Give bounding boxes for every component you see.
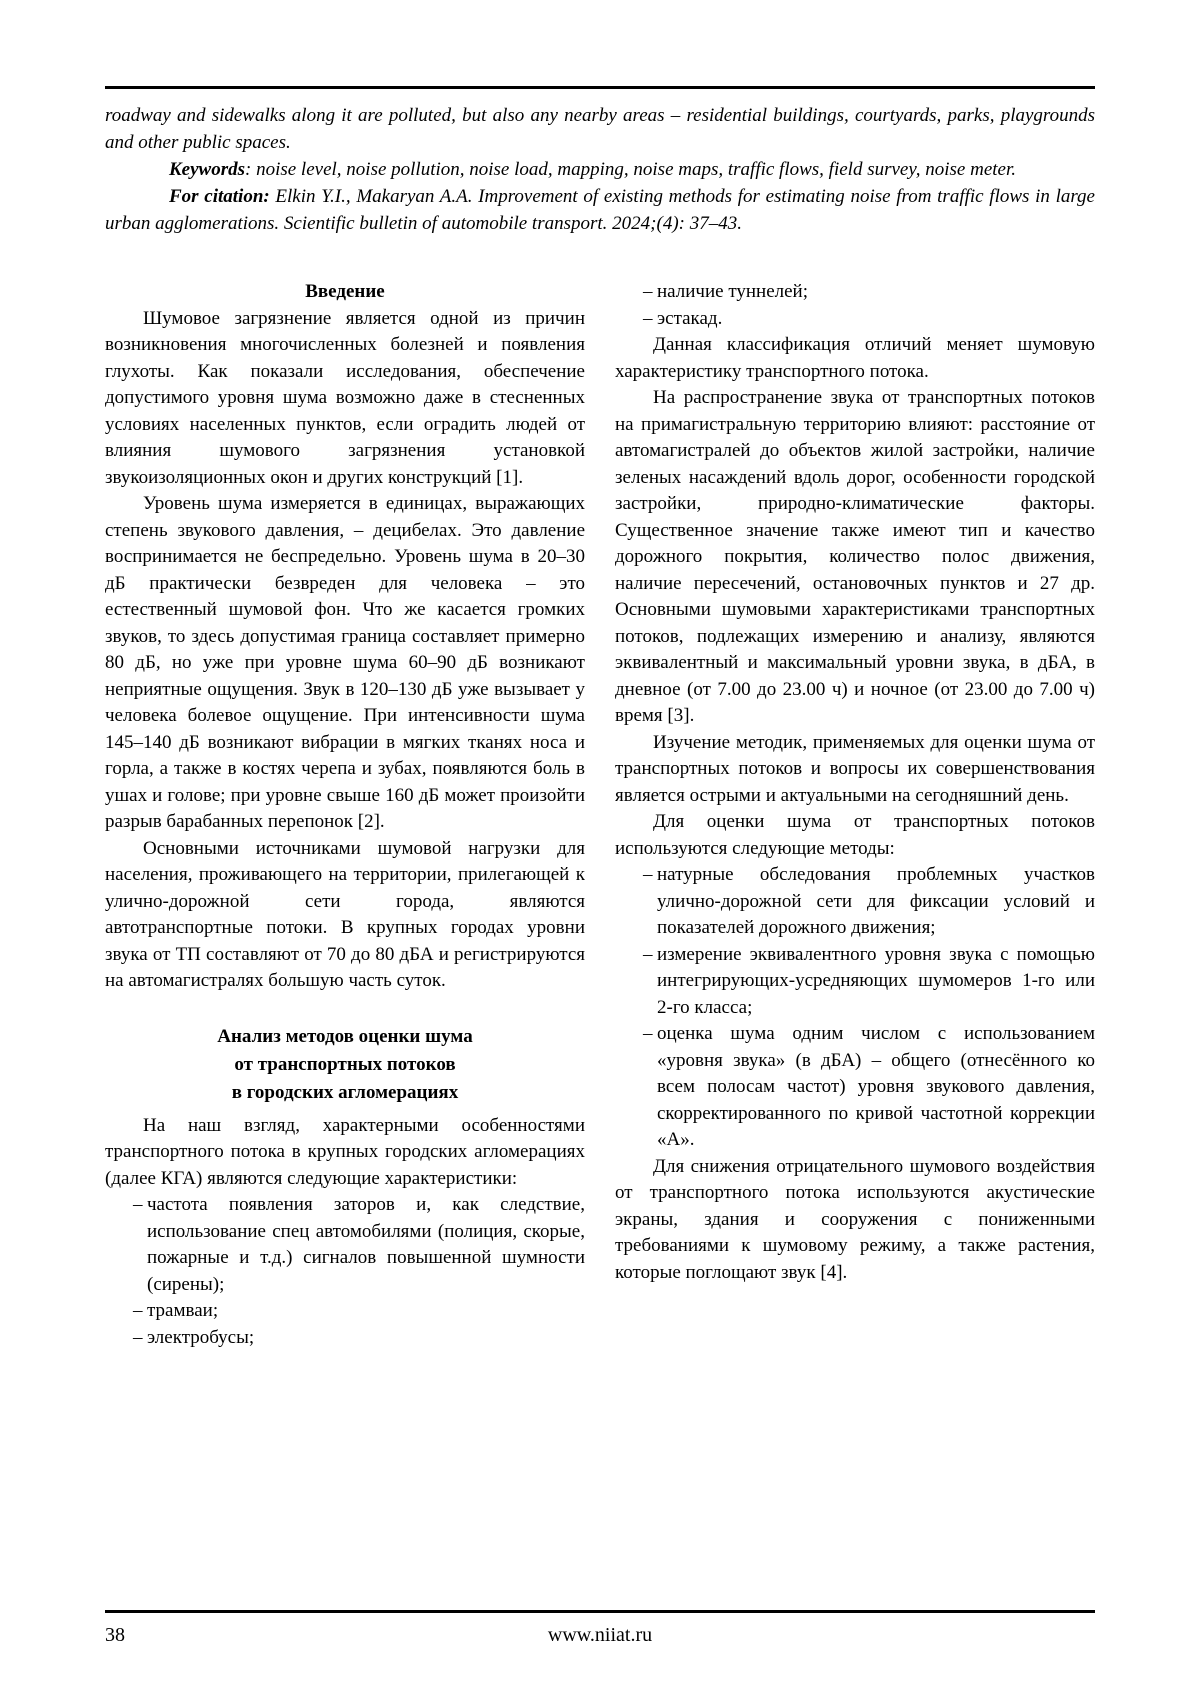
list-marker: – xyxy=(133,1300,143,1321)
list-item xyxy=(105,1298,585,1325)
paragraph: Для оценки шума от транспортных потоков используются следующие методы: xyxy=(615,811,1095,859)
paragraph: Основными источниками шумовой нагрузки для населения, проживающего на территории, прилегающей к улично-дорожной сети города, являются автотранспортные потоки. В крупных городах уровни звука от ТП составляют от 70 до 80 дБА и регистрируются на автомагистралях большую часть суток. xyxy=(105,837,585,991)
list-marker: – xyxy=(643,307,653,329)
list-item xyxy=(105,1325,585,1352)
two-column-body xyxy=(105,279,1095,1351)
section-heading-analysis: Анализ методов оценки шума от транспортных потоков в городских агломерациях xyxy=(217,1025,473,1103)
list-item-text: оценка шума одним числом с использованием «уровня звука» (в дБА) – общего (отнесённого ко всем полосам частот) уровня звукового давления, скорректированного по кривой частотной коррекции «А». xyxy=(657,1023,1095,1150)
list-item xyxy=(615,942,1095,1022)
page-number: 38 xyxy=(105,1624,125,1646)
list-item-text: эстакад. xyxy=(657,307,723,329)
abstract-continuation: roadway and sidewalks along it are polluted, but also any nearby areas – residential buildings, courtyards, parks, playgrounds and other public spaces. xyxy=(105,105,1095,153)
paragraph: На наш взгляд, характерными особенностями транспортного потока в крупных городских агломерациях (далее КГА) являются следующие характеристики: xyxy=(105,1114,585,1189)
left-column xyxy=(105,279,585,1351)
paragraph: На распространение звука от транспортных потоков на примагистральную территорию влияют: расстояние от автомагистралей до объектов жилой застройки, наличие зеленых насаждений вдоль дорог, особенности городской застройки, природно-климатические факторы. Существенное значение также имеют тип и качество дорожного покрытия, количество полос движения, наличие пересечений, остановочных пунктов и 27 др. Основными шумовыми характеристиками транспортных потоков, подлежащих измерению и анализу, являются эквивалентный и максимальный уровни звука, в дБА, в дневное (от 7.00 до 23.00 ч) и ночное (от 23.00 до 7.00 ч) время [3]. xyxy=(615,387,1095,726)
paragraph: Изучение методик, применяемых для оценки шума от транспортных потоков и вопросы их совершенствования является острыми и актуальными на сегодняшний день. xyxy=(615,731,1095,806)
footer-row xyxy=(105,1622,1095,1648)
citation-paragraph xyxy=(105,183,1095,237)
list-item-text: измерение эквивалентного уровня звука с помощью интегрирующих-усредняющих шумомеров 1-го или 2-го класса; xyxy=(657,943,1095,1018)
english-abstract xyxy=(105,102,1095,237)
citation-label: For citation: xyxy=(169,186,270,207)
keywords-paragraph xyxy=(105,156,1095,183)
list-marker: – xyxy=(643,943,653,965)
site-url: www.niiat.ru xyxy=(547,1624,653,1646)
citation-text: Elkin Y.I., Makaryan A.A. Improvement of existing methods for estimating noise from traffic flows in large urban agglomerations. Scientific bulletin of automobile transport. 2024;(4): 37–43. xyxy=(105,186,1095,234)
paragraph: Шумовое загрязнение является одной из причин возникновения многочисленных болезней и появления глухоты. Как показали исследования, обеспечение допустимого уровня шума возможно даже в стесненных условиях населенных пунктов, если оградить людей от влияния шумового загрязнения установкой звукоизоляционных окон и других конструкций [1]. xyxy=(105,307,585,488)
list-marker: – xyxy=(643,864,653,885)
list-item xyxy=(615,279,1095,306)
header-rule xyxy=(105,86,1095,89)
page-footer xyxy=(105,1610,1095,1648)
paragraph: Данная классификация отличий меняет шумовую характеристику транспортного потока. xyxy=(615,334,1095,382)
list-marker: – xyxy=(133,1326,143,1348)
list-item-text: частота появления заторов и, как следствие, использование спец автомобилями (полиция, скорые, пожарные и т.д.) сигналов повышенной шумности (сирены); xyxy=(147,1194,585,1295)
list-marker: – xyxy=(643,281,653,302)
list-marker: – xyxy=(133,1194,143,1215)
paragraph: Уровень шума измеряется в единицах, выражающих степень звукового давления, – децибелах. Это давление воспринимается не беспредельно. Уровень шума в 20–30 дБ практически безвреден для человека – это естественный шумовой фон. Что же касается громких звуков, то здесь допустимая граница составляет примерно 80 дБ, но уже при уровне шума 60–90 дБ возникают неприятные ощущения. Звук в 120–130 дБ уже вызывает у человека болевое ощущение. При интенсивности шума 145–140 дБ возникают вибрации в мягких тканях носа и горла, а также в костях черепа и зубах, появляются боль в ушах и голове; при уровне свыше 160 дБ может произойти разрыв барабанных перепонок [2]. xyxy=(105,493,585,832)
right-column xyxy=(615,279,1095,1351)
list-item xyxy=(615,862,1095,942)
list-item-text: электробусы; xyxy=(147,1326,255,1348)
paragraph: Для снижения отрицательного шумового воздействия от транспортного потока используются акустические экраны, здания и сооружения с пониженными требованиями к шумовому режиму, а также растения, которые поглощают звук [4]. xyxy=(615,1155,1095,1283)
list-item-text: натурные обследования проблемных участков улично-дорожной сети для фиксации условий и показателей дорожного движения; xyxy=(657,864,1095,938)
keywords-label: Keywords xyxy=(169,159,245,180)
list-item-text: наличие туннелей; xyxy=(657,281,809,302)
footer-rule xyxy=(105,1610,1095,1613)
list-marker: – xyxy=(643,1023,653,1044)
section-heading-introduction: Введение xyxy=(305,281,385,302)
keywords-text: : noise level, noise pollution, noise load, mapping, noise maps, traffic flows, field survey, noise meter. xyxy=(245,159,1017,180)
list-item xyxy=(105,1192,585,1298)
list-item xyxy=(615,306,1095,333)
list-item-text: трамваи; xyxy=(147,1300,219,1321)
list-item xyxy=(615,1021,1095,1154)
